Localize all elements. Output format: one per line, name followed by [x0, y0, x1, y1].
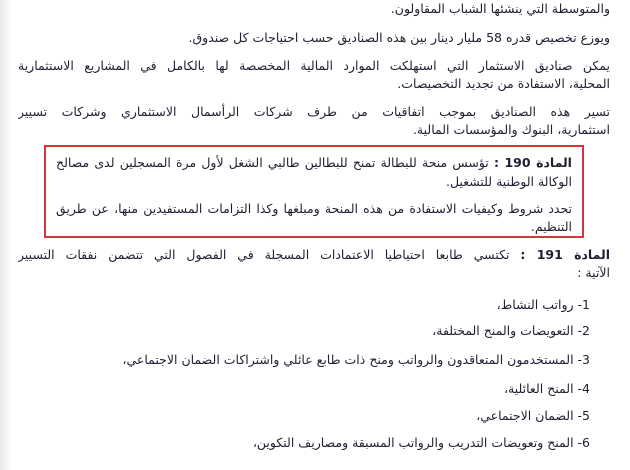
- management-paragraph-line-2: استثمارية، البنوك والمؤسسات المالية.: [412, 122, 610, 137]
- article-190-conditions-line-2: التنظيم.: [530, 219, 572, 234]
- article-190-line-2: الوكالة الوطنية للتشغيل.: [445, 174, 572, 189]
- list-item: 2- التعويضات والمنح المختلفة،: [432, 323, 590, 338]
- intro-tail-line: والمتوسطة التي ينشئها الشباب المقاولون.: [390, 1, 610, 16]
- management-paragraph-line-1: تسير هذه الصناديق بموجب اتفاقيات من طرف شركات الرأسمال الاستثماري وشركات تسيير: [18, 104, 610, 119]
- article-190-text: تؤسس منحة للبطالة تمنح للبطالين طالبي الشغل لأول مرة المسجلين لدى مصالح: [56, 155, 489, 170]
- article-191-line-1: [18, 246, 610, 264]
- article-190-label: المادة 190 :: [493, 155, 572, 170]
- list-item: 1- رواتب النشاط،: [496, 297, 590, 312]
- allocation-paragraph: ويوزع تخصيص قدره 58 مليار دينار بين هذه الصناديق حسب احتياجات كل صندوق.: [188, 30, 610, 45]
- article-190-line-1: [56, 154, 572, 172]
- page-shadow-edge: [0, 0, 12, 470]
- list-item: 5- الضمان الاجتماعي،: [476, 408, 590, 423]
- article-191-text: تكتسي طابعا احتياطيا الاعتمادات المسجلة في الفصول التي تتضمن نفقات التسيير: [18, 247, 510, 262]
- article-191-label: المادة 191 :: [520, 247, 610, 262]
- list-item: 4- المنح العائلية،: [503, 381, 590, 396]
- funds-paragraph-line-2: المحلية، الاستفادة من تجديد التخصيصات.: [397, 76, 610, 91]
- article-190-conditions-line-1: تحدد شروط وكيفيات الاستفادة من هذه المنحة ومبلغها وكذا التزامات المستفيدين منها، عن طريق: [56, 201, 572, 216]
- article-191-line-2: الآتية :: [577, 265, 610, 280]
- funds-paragraph-line-1: يمكن صناديق الاستثمار التي استهلكت الموارد المالية المخصصة لها بالكامل في المشاريع الاستثمارية: [18, 58, 610, 73]
- list-item: 3- المستخدمون المتعاقدون والرواتب ومنح ذات طابع عائلي واشتراكات الضمان الاجتماعي،: [122, 352, 590, 367]
- list-item: 6- المنح وتعويضات التدريب والرواتب المسبقة ومصاريف التكوين،: [252, 435, 590, 450]
